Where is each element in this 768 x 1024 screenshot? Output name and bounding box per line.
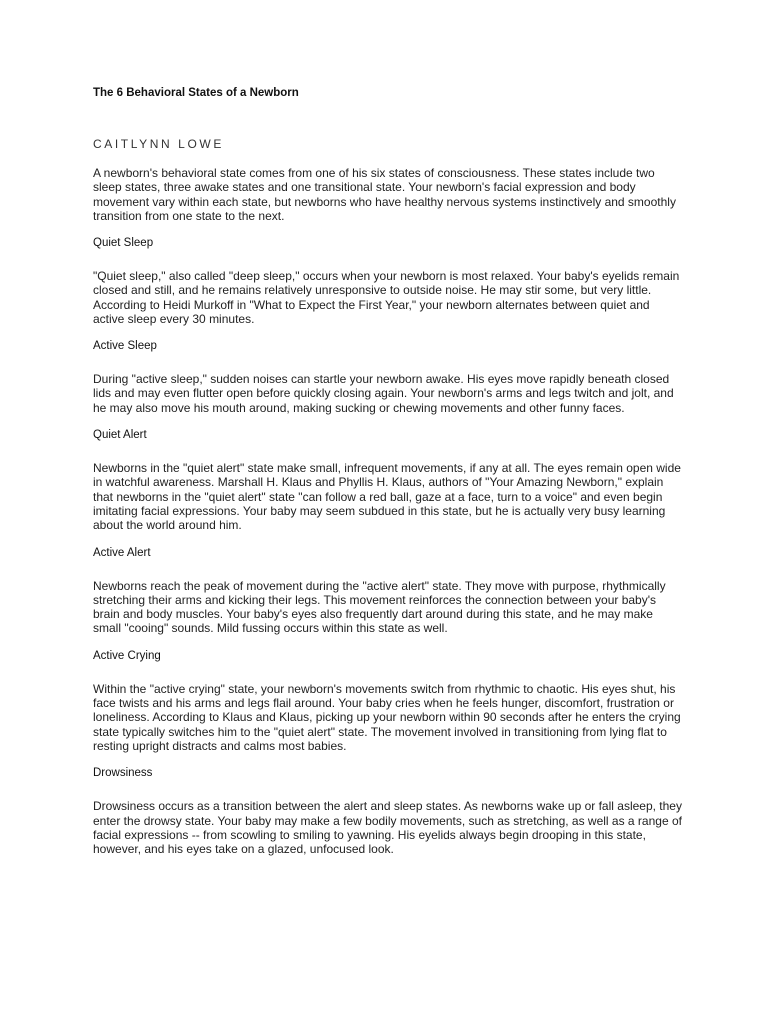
article-title: The 6 Behavioral States of a Newborn bbox=[93, 87, 299, 99]
article-sections bbox=[93, 236, 683, 869]
section-body: Newborns reach the peak of movement during the "active alert" state. They move with purpose, rhythmically stretching their arms and kicking their legs. This movement reinforces the connection between your baby's brain and body muscles. Your baby's eyes also frequently dart around during this state, and he may make small "cooing" sounds. Mild fussing occurs within this state as well. bbox=[93, 578, 666, 636]
section-body: "Quiet sleep," also called "deep sleep," occurs when your newborn is most relaxed. Your baby's eyelids remain closed and still, and he remains relatively unresponsive to outside noise. He may stir some, but very little. According to Heidi Murkoff in "What to Expect the First Year," your newborn alternates between quiet and active sleep every 30 minutes. bbox=[93, 269, 680, 326]
section-active-alert bbox=[93, 546, 683, 636]
article-author: CAITLYNN LOWE bbox=[93, 137, 224, 151]
article-intro: A newborn's behavioral state comes from one of his six states of consciousness. These states include two sleep states, three awake states and one transitional state. Your newborn's facial expression and body movement vary within each state, but newborns who have healthy nervous systems instinctively and smoothly transition from one state to the next. bbox=[93, 166, 676, 223]
section-heading: Active Sleep bbox=[93, 340, 157, 353]
section-quiet-alert bbox=[93, 428, 683, 532]
section-quiet-sleep bbox=[93, 236, 683, 326]
section-heading: Active Crying bbox=[93, 649, 161, 662]
section-heading: Drowsiness bbox=[93, 767, 153, 780]
section-body: Within the "active crying" state, your newborn's movements switch from rhythmic to chaotic. His eyes shut, his face twists and his arms and legs flail around. Your baby cries when he feels hunger, discomfort, frustration or loneliness. According to Klaus and Klaus, picking up your newborn within 90 seconds after he enters the crying state typically switches him to the "quiet alert" state. The movement involved in transitioning from lying flat to resting upright distracts and calms most babies. bbox=[93, 681, 681, 753]
section-active-sleep bbox=[93, 339, 683, 415]
section-drowsiness bbox=[93, 766, 683, 856]
section-body: Drowsiness occurs as a transition between the alert and sleep states. As newborns wake up or fall asleep, they enter the drowsy state. Your baby may make a few bodily movements, such as stretching, as well as a range of facial expressions -- from scowling to smiling to yawning. His eyelids always begin drooping in this state, however, and his eyes take on a glazed, unfocused look. bbox=[93, 799, 682, 857]
section-heading: Quiet Sleep bbox=[93, 237, 154, 249]
section-active-crying bbox=[93, 649, 683, 753]
section-heading: Quiet Alert bbox=[93, 429, 147, 442]
section-body: Newborns in the "quiet alert" state make small, infrequent movements, if any at all. The eyes remain open wide in watchful awareness. Marshall H. Klaus and Phyllis H. Klaus, authors of "Your Amazing Newborn," explain that newborns in the "quiet alert" state "can follow a red ball, gaze at a face, turn to a voice" and even begin imitating facial expressions. Your baby may seem subdued in this state, but he is actually very busy learning about the world around him. bbox=[93, 461, 681, 533]
section-body: During "active sleep," sudden noises can startle your newborn awake. His eyes move rapidly beneath closed lids and may even flutter open before quickly closing again. Your newborn's arms and legs twitch and jolt, and he may also move his mouth around, making sucking or chewing movements and other funny faces. bbox=[93, 372, 674, 415]
section-heading: Active Alert bbox=[93, 546, 151, 559]
